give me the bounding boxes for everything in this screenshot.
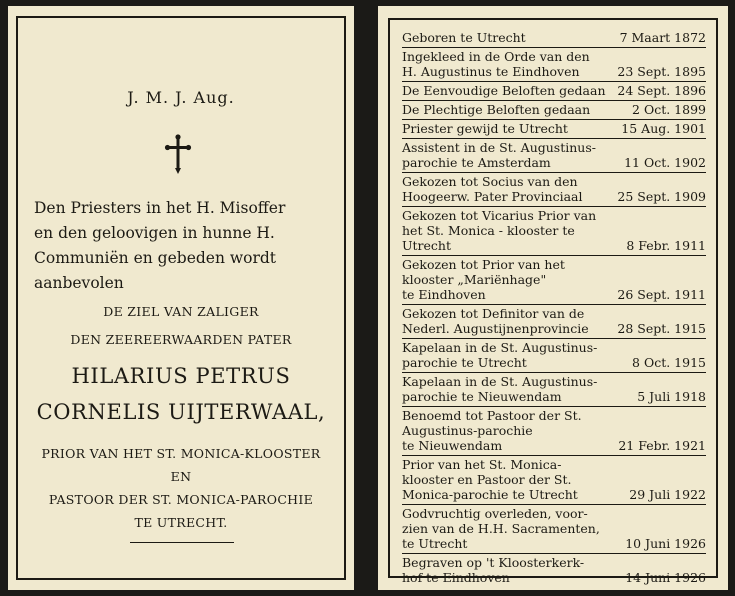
timeline-event-line: zien van de H.H. Sacramenten, — [402, 521, 600, 536]
timeline-date: 14 Juni 1926 — [625, 570, 706, 585]
timeline-event-line: klooster „Mariënhage" — [402, 272, 547, 287]
intro-line: en den geloovigen in hunne H. — [34, 224, 275, 242]
timeline-separator — [402, 406, 706, 407]
timeline-event-line: Ingekleed in de Orde van den — [402, 49, 590, 64]
timeline-separator — [402, 304, 706, 305]
timeline-event-line: Priester gewijd te Utrecht — [402, 121, 568, 136]
intro-line: aanbevolen — [34, 274, 124, 292]
timeline-date: 11 Oct. 1902 — [624, 155, 706, 170]
office-line: EN — [170, 469, 192, 484]
timeline-entry — [402, 208, 706, 253]
timeline-entry — [402, 30, 706, 45]
timeline-event-line: te Eindhoven — [402, 287, 486, 302]
timeline-entry — [402, 374, 706, 404]
timeline-entry — [402, 174, 706, 204]
timeline-event-line: parochie te Nieuwendam — [402, 389, 562, 404]
timeline-entry — [402, 408, 706, 453]
timeline-date: 23 Sept. 1895 — [617, 64, 706, 79]
monogram: J. M. J. Aug. — [127, 88, 235, 107]
intro-line: Den Priesters in het H. Misoffer — [34, 199, 286, 217]
timeline-date: 26 Sept. 1911 — [617, 287, 706, 302]
intro-line: Communiën en gebeden wordt — [34, 249, 277, 267]
timeline-event-line: parochie te Amsterdam — [402, 155, 551, 170]
timeline-event-line: klooster en Pastoor der St. — [402, 472, 572, 487]
timeline-date: 25 Sept. 1909 — [617, 189, 706, 204]
timeline-date: 15 Aug. 1901 — [621, 121, 706, 136]
timeline-event-line: Kapelaan in de St. Augustinus- — [402, 340, 598, 355]
timeline-date: 5 Juli 1918 — [637, 389, 706, 404]
deceased-name-1: HILARIUS PETRUS — [71, 364, 291, 388]
timeline-separator — [402, 119, 706, 120]
timeline-event-line: Monica-parochie te Utrecht — [402, 487, 578, 502]
timeline-entry — [402, 457, 706, 502]
timeline-event-line: De Eenvoudige Beloften gedaan — [402, 83, 606, 98]
office-line: PRIOR VAN HET ST. MONICA-KLOOSTER — [41, 446, 321, 461]
timeline-event-line: Gekozen tot Socius van den — [402, 174, 578, 189]
timeline-separator — [402, 504, 706, 505]
timeline-separator — [402, 81, 706, 82]
divider — [130, 542, 234, 543]
timeline-separator — [402, 206, 706, 207]
timeline-entry — [402, 140, 706, 170]
timeline-event-line: Kapelaan in de St. Augustinus- — [402, 374, 598, 389]
timeline-separator — [402, 255, 706, 256]
timeline-date: 8 Febr. 1911 — [626, 238, 706, 253]
deceased-name-2: CORNELIS UIJTERWAAL, — [36, 400, 326, 424]
timeline-date: 29 Juli 1922 — [629, 487, 706, 502]
cross-icon — [164, 134, 192, 174]
timeline-event-line: te Nieuwendam — [402, 438, 503, 453]
timeline-date: 2 Oct. 1899 — [632, 102, 706, 117]
timeline-event-line: Augustinus-parochie — [402, 423, 533, 438]
timeline-event-line: Assistent in de St. Augustinus- — [402, 140, 596, 155]
timeline-event-line: Prior van het St. Monica- — [402, 457, 562, 472]
timeline-date: 8 Oct. 1915 — [632, 355, 706, 370]
timeline-separator — [402, 172, 706, 173]
timeline-event-line: Gekozen tot Prior van het — [402, 257, 565, 272]
timeline-event-line: Gekozen tot Vicarius Prior van — [402, 208, 597, 223]
timeline-separator — [402, 455, 706, 456]
title-line: DEN ZEEREERWAARDEN PATER — [70, 332, 292, 347]
office-line: PASTOOR DER ST. MONICA-PAROCHIE — [48, 492, 314, 507]
timeline-entry — [402, 506, 706, 551]
timeline-event-line: Hoogeerw. Pater Provinciaal — [402, 189, 583, 204]
timeline-entry — [402, 121, 706, 136]
timeline-date: 21 Febr. 1921 — [618, 438, 706, 453]
timeline-entry — [402, 49, 706, 79]
timeline-event-line: Nederl. Augustijnenprovincie — [402, 321, 589, 336]
timeline-separator — [402, 372, 706, 373]
timeline-event-line: hof te Eindhoven — [402, 570, 510, 585]
timeline-event-line: Geboren te Utrecht — [402, 30, 526, 45]
timeline-event-line: H. Augustinus te Eindhoven — [402, 64, 580, 79]
timeline-event-line: Begraven op 't Kloosterkerk- — [402, 555, 585, 570]
timeline-entry — [402, 257, 706, 302]
timeline-event-line: Gekozen tot Definitor van de — [402, 306, 585, 321]
timeline-separator — [402, 138, 706, 139]
timeline-event-line: Benoemd tot Pastoor der St. — [402, 408, 582, 423]
timeline-entry — [402, 306, 706, 336]
timeline-event-line: het St. Monica - klooster te — [402, 223, 575, 238]
timeline-event-line: Utrecht — [402, 238, 452, 253]
timeline-date: 7 Maart 1872 — [619, 30, 706, 45]
timeline-separator — [402, 100, 706, 101]
timeline-date: 28 Sept. 1915 — [617, 321, 706, 336]
timeline-event-line: parochie te Utrecht — [402, 355, 527, 370]
timeline-entry — [402, 83, 706, 98]
timeline-date: 24 Sept. 1896 — [617, 83, 706, 98]
timeline-separator — [402, 553, 706, 554]
timeline-entry — [402, 555, 706, 585]
timeline-event-line: De Plechtige Beloften gedaan — [402, 102, 591, 117]
timeline-entry — [402, 102, 706, 117]
memorial-card-front — [8, 6, 354, 590]
timeline-date: 10 Juni 1926 — [625, 536, 706, 551]
timeline-entry — [402, 340, 706, 370]
timeline-event-line: te Utrecht — [402, 536, 468, 551]
memorial-card-back — [378, 6, 728, 590]
timeline-separator — [402, 338, 706, 339]
timeline-event-line: Godvruchtig overleden, voor- — [402, 506, 588, 521]
intro-paragraph — [34, 196, 330, 296]
office-line: TE UTRECHT. — [134, 515, 228, 530]
soul-line: DE ZIEL VAN ZALIGER — [103, 304, 259, 319]
timeline-separator — [402, 47, 706, 48]
